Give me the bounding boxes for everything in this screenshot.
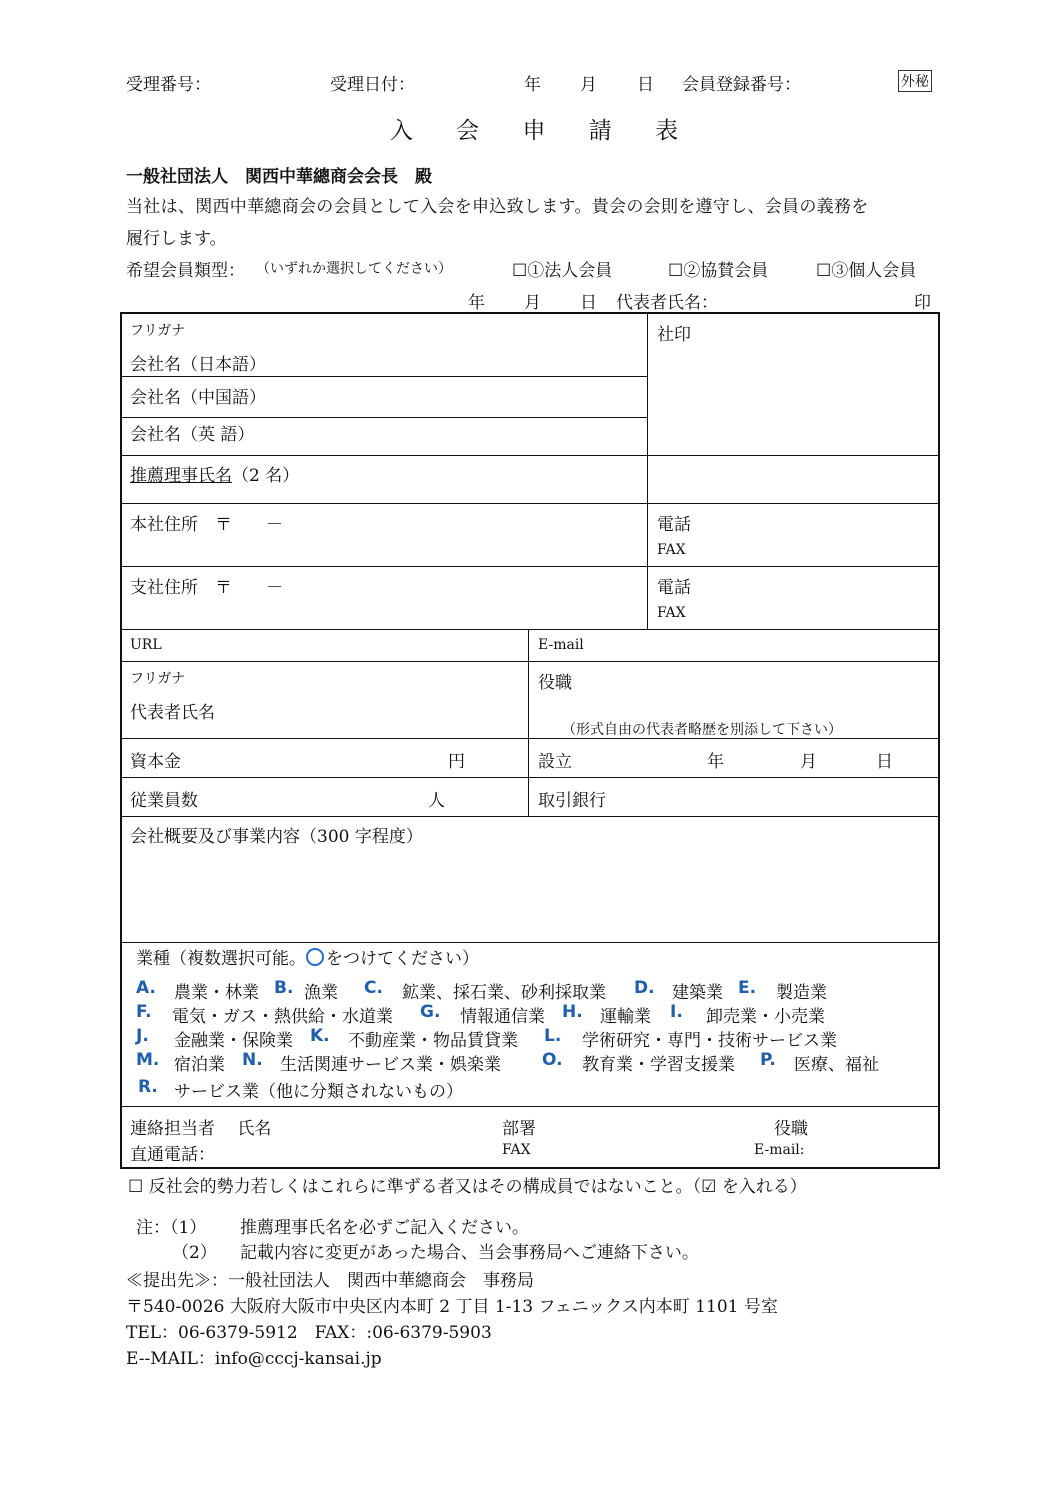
page-title: 入 会 申 請 表	[389, 118, 697, 144]
industry-label-text-2: をつけてください）	[326, 949, 479, 969]
capital-label: 資本金	[130, 752, 181, 772]
email-label: E-mail	[538, 637, 584, 653]
intro-line-2: 履行します。	[126, 229, 227, 249]
sign-month: 月	[524, 293, 541, 313]
contact-email-label: E-mail:	[754, 1142, 805, 1158]
contact-fax-label: FAX	[502, 1142, 531, 1158]
circle-icon	[306, 948, 324, 966]
membership-option-sponsor[interactable]: ☐②協賛会員	[668, 261, 769, 281]
industry-i[interactable]: 卸売業・小売業	[706, 1007, 825, 1027]
industry-code-g: G.	[420, 1002, 441, 1022]
industry-label	[136, 944, 479, 969]
position-label: 役職	[538, 673, 572, 693]
submit-tel-fax: TEL：06-6379-5912 FAX：:06-6379-5903	[126, 1323, 492, 1343]
company-name-jp-label: 会社名（日本語）	[130, 355, 266, 375]
confidential-stamp: 外秘	[898, 70, 932, 92]
employees-label: 従業員数	[130, 791, 198, 811]
company-furigana-label: フリガナ	[130, 323, 186, 339]
position-note: （形式自由の代表者略歴を別添して下さい）	[562, 722, 842, 738]
direct-phone-label: 直通電話：	[130, 1145, 215, 1165]
recommender-count: （2 名）	[232, 466, 300, 486]
industry-code-e: E.	[738, 978, 757, 998]
sign-day: 日	[580, 293, 597, 313]
receipt-day: 日	[637, 75, 654, 95]
industry-b[interactable]: 漁業	[304, 983, 338, 1003]
industry-code-k: K.	[310, 1026, 330, 1046]
hq-phone-label: 電話	[657, 515, 691, 535]
industry-code-b: B.	[274, 978, 294, 998]
industry-k[interactable]: 不動産業・物品賃貸業	[348, 1031, 518, 1051]
addressee: 一般社団法人 関西中華總商会会長 殿	[126, 167, 432, 187]
receipt-year: 年	[524, 75, 541, 95]
seal-mark: 印	[914, 293, 931, 313]
industry-code-i: I.	[670, 1002, 683, 1022]
industry-f[interactable]: 電気・ガス・熱供給・水道業	[172, 1007, 393, 1027]
note-1: 推薦理事氏名を必ずご記入ください。	[240, 1218, 529, 1238]
contact-person-label: 連絡担当者 氏名	[130, 1119, 272, 1139]
industry-code-n: N.	[242, 1050, 263, 1070]
industry-code-a: A.	[136, 978, 156, 998]
industry-code-c: C.	[364, 978, 383, 998]
antisocial-text: 反社会的勢力若しくはこれらに準ずる者又はその構成員ではないこと。（	[148, 1177, 702, 1197]
industry-e[interactable]: 製造業	[776, 983, 827, 1003]
recommender-name-label: 推薦理事氏名	[130, 466, 232, 486]
company-seal-label: 社印	[657, 325, 691, 345]
industry-j[interactable]: 金融業・保険業	[174, 1031, 293, 1051]
industry-r[interactable]: サービス業（他に分類されないもの）	[174, 1082, 463, 1102]
overview-label: 会社概要及び事業内容（300 字程度）	[130, 827, 423, 847]
note-1-label: 注：（1）	[136, 1218, 207, 1238]
member-registration-label: 会員登録番号：	[682, 75, 801, 95]
industry-c[interactable]: 鉱業、採石業、砂利採取業	[402, 983, 606, 1003]
hq-fax-label: FAX	[657, 542, 686, 558]
industry-p[interactable]: 医療、福祉	[794, 1055, 879, 1075]
membership-type-label: 希望会員類型：	[126, 261, 245, 281]
industry-code-o: O.	[542, 1050, 563, 1070]
antisocial-declaration[interactable]	[128, 1172, 807, 1197]
note-2: 記載内容に変更があった場合、当会事務局へご連絡下さい。	[240, 1243, 699, 1263]
industry-code-j: J.	[136, 1026, 149, 1046]
established-year: 年	[707, 752, 724, 772]
hq-address-label: 本社住所 〒 －	[130, 515, 283, 535]
industry-code-m: M.	[136, 1050, 160, 1070]
checkmark-icon: ☑	[701, 1177, 717, 1197]
industry-o[interactable]: 教育業・学習支援業	[582, 1055, 735, 1075]
department-label: 部署	[502, 1119, 536, 1139]
company-name-cn-label: 会社名（中国語）	[130, 388, 266, 408]
receipt-number-label: 受理番号：	[126, 75, 211, 95]
note-2-label: （2）	[172, 1243, 217, 1263]
branch-address-label: 支社住所 〒 －	[130, 578, 283, 598]
rep-furigana-label: フリガナ	[130, 671, 186, 687]
url-label: URL	[130, 637, 162, 653]
industry-code-l: L.	[544, 1026, 562, 1046]
contact-position-label: 役職	[774, 1119, 808, 1139]
industry-g[interactable]: 情報通信業	[460, 1007, 545, 1027]
membership-option-individual[interactable]: ☐③個人会員	[816, 261, 917, 281]
capital-yen: 円	[448, 752, 465, 772]
established-month: 月	[800, 752, 817, 772]
industry-code-f: F.	[136, 1002, 152, 1022]
industry-n[interactable]: 生活関連サービス業・娯楽業	[280, 1055, 501, 1075]
industry-d[interactable]: 建築業	[672, 983, 723, 1003]
industry-code-r: R.	[138, 1077, 158, 1097]
rep-name-label: 代表者氏名	[130, 703, 215, 723]
intro-line-1: 当社は、関西中華總商会の会員として入会を申込致します。貴会の会則を遵守し、会員の義務を	[126, 197, 869, 217]
company-name-en-label: 会社名（英 語）	[130, 425, 255, 445]
bank-label: 取引銀行	[538, 791, 606, 811]
submit-to: ≪提出先≫：一般社団法人 関西中華總商会 事務局	[126, 1271, 534, 1291]
submit-address: 〒540-0026 大阪府大阪市中央区内本町 2 丁目 1-13 フェニックス内本町 1101 号室	[126, 1297, 778, 1317]
receipt-month: 月	[580, 75, 597, 95]
submit-email: E-‐MAIL：info@cccj-kansai.jp	[126, 1349, 382, 1369]
receipt-date-label: 受理日付：	[330, 75, 415, 95]
industry-a[interactable]: 農業・林業	[174, 983, 259, 1003]
industry-m[interactable]: 宿泊業	[174, 1055, 225, 1075]
membership-type-note: （いずれか選択してください）	[256, 261, 452, 277]
industry-h[interactable]: 運輸業	[600, 1007, 651, 1027]
industry-label-text: 業種（複数選択可能。	[136, 949, 306, 969]
recommender-label	[130, 461, 299, 486]
branch-phone-label: 電話	[657, 578, 691, 598]
employees-unit: 人	[428, 791, 445, 811]
industry-l[interactable]: 学術研究・専門・技術サービス業	[582, 1031, 837, 1051]
established-label: 設立	[538, 752, 572, 772]
industry-code-h: H.	[562, 1002, 583, 1022]
sign-year: 年	[468, 293, 485, 313]
checkbox-icon[interactable]: ☐	[128, 1177, 144, 1197]
representative-name-label: 代表者氏名：	[616, 293, 718, 313]
established-day: 日	[876, 752, 893, 772]
membership-option-corporate[interactable]: ☐①法人会員	[512, 261, 613, 281]
antisocial-suffix: を入れる）	[721, 1177, 807, 1197]
branch-fax-label: FAX	[657, 605, 686, 621]
industry-code-p: P.	[760, 1050, 776, 1070]
industry-code-d: D.	[634, 978, 655, 998]
